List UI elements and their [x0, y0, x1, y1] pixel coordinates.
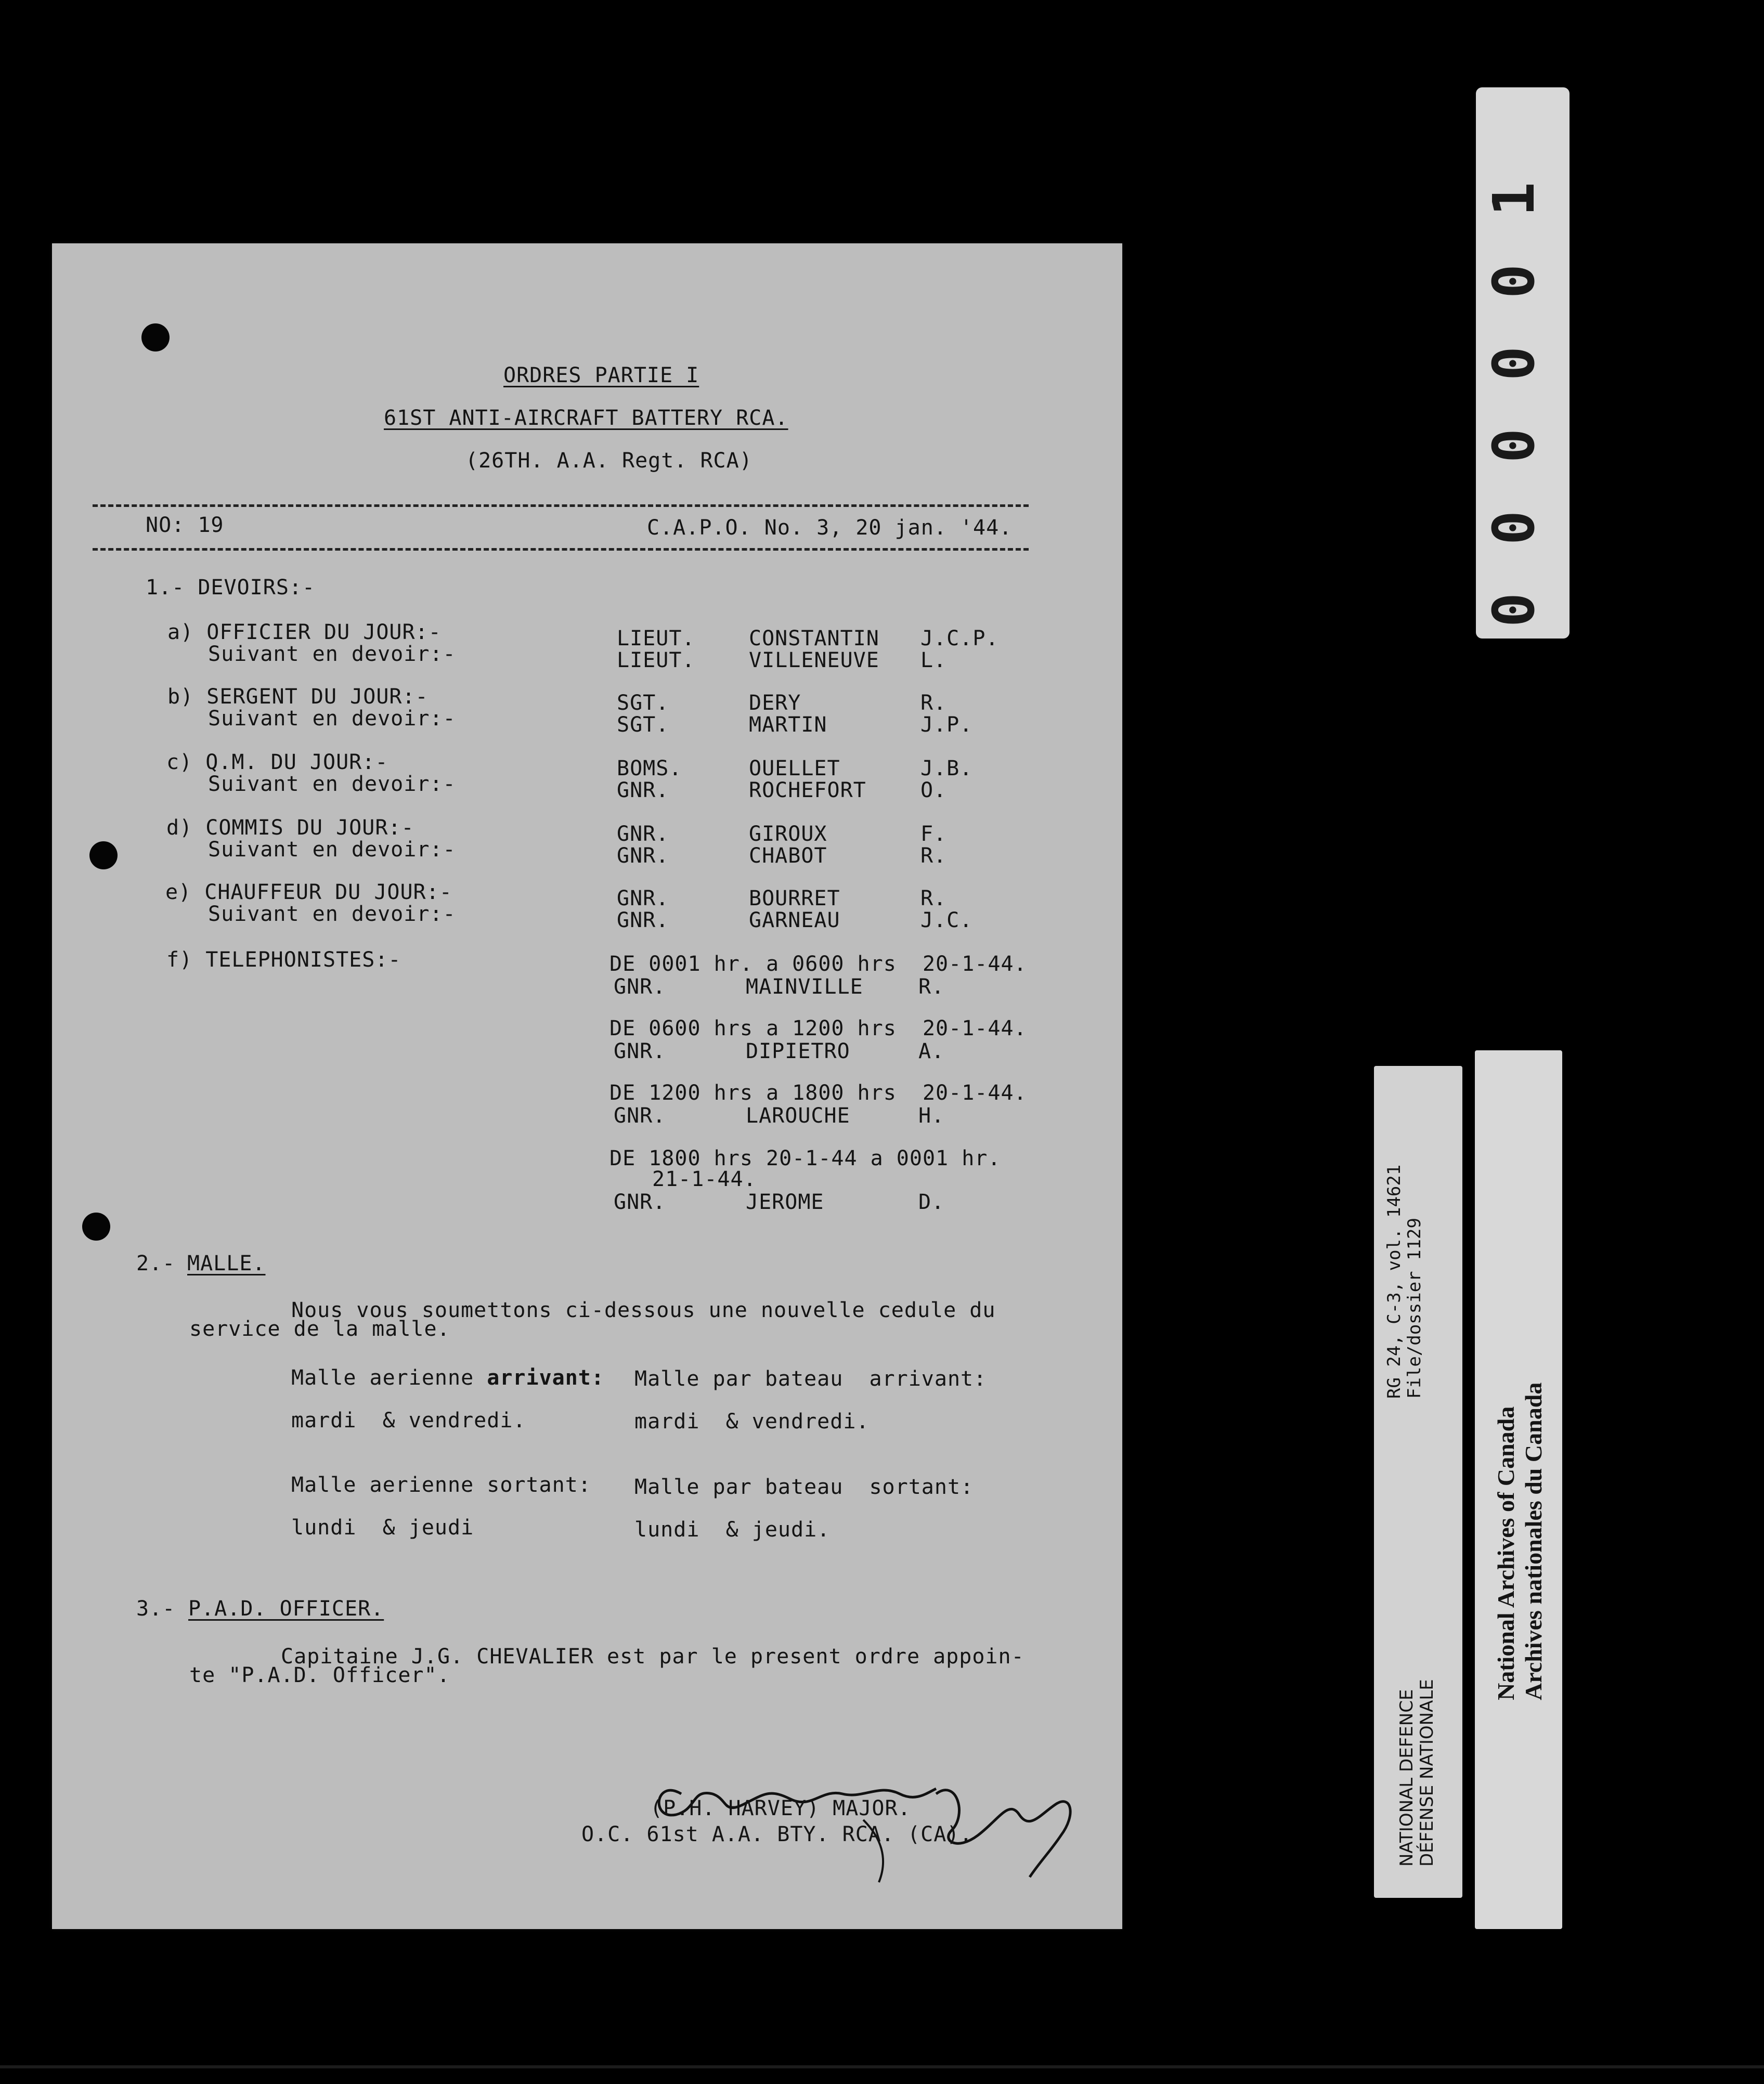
duty-next-label: Suivant en devoir:-: [208, 642, 456, 666]
shift-name: LAROUCHE: [746, 1104, 850, 1128]
duty-initials: J.B.: [920, 757, 973, 780]
sea-mail-arriving: Malle par bateau arrivant:: [634, 1367, 987, 1391]
duty-next-initials: R.: [920, 844, 947, 868]
shift-name: DIPIETRO: [746, 1039, 850, 1063]
punch-hole: [89, 841, 118, 869]
duty-next-name: ROCHEFORT: [749, 778, 866, 802]
shift-rank: GNR.: [614, 975, 666, 999]
duty-next-rank: LIEUT.: [617, 648, 695, 672]
national-defence-label: [1374, 1066, 1462, 1898]
shift-time: DE 1200 hrs a 1800 hrs 20-1-44.: [609, 1081, 1027, 1105]
archives-text: National Archives of Canada Archives nationales du Canada: [1493, 1382, 1547, 1700]
frame-digit: 0: [1481, 510, 1548, 545]
header-title: ORDRES PARTIE I: [503, 363, 699, 387]
duty-next-name: CHABOT: [749, 844, 827, 868]
duty-initials: R.: [920, 887, 947, 910]
signatory-title: O.C. 61st A.A. BTY. RCA. (CA).: [581, 1822, 973, 1846]
duty-next-initials: O.: [920, 778, 947, 802]
divider: [93, 548, 1029, 551]
duty-name: GIROUX: [749, 822, 827, 846]
shift-initials: R.: [918, 975, 945, 999]
sea-mail-departing-days: lundi & jeudi.: [634, 1518, 831, 1542]
duty-next-label: Suivant en devoir:-: [208, 772, 456, 796]
bottom-edge-line: [0, 2065, 1764, 2068]
shift-name: JEROME: [746, 1190, 824, 1214]
duty-name: CONSTANTIN: [749, 627, 879, 650]
duty-next-rank: GNR.: [617, 844, 669, 868]
duty-initials: R.: [920, 691, 947, 715]
section-3-number: 3.-: [136, 1597, 176, 1621]
header-regiment: (26TH. A.A. Regt. RCA): [465, 449, 753, 473]
shift-initials: H.: [918, 1104, 945, 1128]
mail-paragraph-line1: Nous vous soumettons ci-dessous une nouvelle cedule du: [291, 1298, 996, 1322]
duty-label: d) COMMIS DU JOUR:-: [166, 816, 414, 840]
header-unit: 61ST ANTI-AIRCRAFT BATTERY RCA.: [384, 406, 788, 430]
shift-time: DE 0001 hr. a 0600 hrs 20-1-44.: [609, 952, 1027, 976]
sea-mail-arriving-days: mardi & vendredi.: [634, 1410, 870, 1434]
duty-name: BOURRET: [749, 887, 840, 910]
shift-name: MAINVILLE: [746, 975, 863, 999]
national-defence-text: NATIONAL DEFENCE DÉFENSE NATIONALE: [1396, 1679, 1438, 1867]
frame-digit: 0: [1481, 428, 1548, 463]
duty-next-initials: J.P.: [920, 713, 973, 737]
telephonistes-label: f) TELEPHONISTES:-: [166, 948, 401, 972]
signatory-name: (P.H. HARVEY) MAJOR.: [650, 1796, 911, 1820]
shift-rank: GNR.: [614, 1039, 666, 1063]
duty-next-rank: GNR.: [617, 908, 669, 932]
duty-next-name: GARNEAU: [749, 908, 840, 932]
shift-time: DE 0600 hrs a 1200 hrs 20-1-44.: [609, 1017, 1027, 1040]
pad-paragraph-line1: Capitaine J.G. CHEVALIER est par le present ordre appoin-: [281, 1645, 1024, 1669]
duty-rank: BOMS.: [617, 757, 682, 780]
mail-paragraph-line2: service de la malle.: [189, 1317, 450, 1341]
frame-digit: 1: [1481, 181, 1548, 217]
air-mail-departing-days: lundi & jeudi: [291, 1516, 474, 1540]
shift-initials: A.: [918, 1039, 945, 1063]
punch-hole: [82, 1213, 110, 1241]
frame-digit: 0: [1481, 592, 1548, 628]
duty-next-label: Suivant en devoir:-: [208, 707, 456, 731]
shift-initials: D.: [918, 1190, 945, 1214]
air-mail-departing: Malle aerienne sortant:: [291, 1473, 591, 1497]
duty-next-name: VILLENEUVE: [749, 648, 879, 672]
duty-next-label: Suivant en devoir:-: [208, 838, 456, 862]
duty-next-label: Suivant en devoir:-: [208, 902, 456, 926]
duty-next-name: MARTIN: [749, 713, 827, 737]
shift-rank: GNR.: [614, 1104, 666, 1128]
duty-initials: J.C.P.: [920, 627, 999, 650]
duty-rank: SGT.: [617, 691, 669, 715]
duty-initials: F.: [920, 822, 947, 846]
frame-number-strip: [1476, 87, 1570, 639]
duty-next-rank: GNR.: [617, 778, 669, 802]
duty-label: e) CHAUFFEUR DU JOUR:-: [165, 880, 452, 904]
order-number: NO: 19: [146, 513, 224, 537]
duty-next-initials: L.: [920, 648, 947, 672]
shift-time-continued: 21-1-44.: [652, 1167, 757, 1191]
duty-label: c) Q.M. DU JOUR:-: [166, 750, 388, 774]
air-mail-arriving: Malle aerienne arrivant:: [291, 1366, 604, 1390]
duty-rank: LIEUT.: [617, 627, 695, 650]
sea-mail-departing: Malle par bateau sortant:: [634, 1475, 974, 1499]
frame-digit: 0: [1481, 264, 1548, 299]
section-2-number: 2.-: [136, 1252, 176, 1275]
duty-label: b) SERGENT DU JOUR:-: [167, 685, 429, 709]
pad-paragraph-line2: te "P.A.D. Officer".: [189, 1663, 450, 1687]
section-1-title: 1.- DEVOIRS:-: [146, 576, 316, 600]
archives-label: [1475, 1050, 1562, 1929]
punch-hole: [141, 323, 170, 351]
air-mail-arriving-days: mardi & vendredi.: [291, 1409, 526, 1432]
shift-rank: GNR.: [614, 1190, 666, 1214]
duty-next-initials: J.C.: [920, 908, 973, 932]
section-3-title: P.A.D. OFFICER.: [188, 1597, 384, 1621]
frame-digit: 0: [1481, 346, 1548, 381]
place-date: C.A.P.O. No. 3, 20 jan. '44.: [647, 516, 1013, 540]
duty-name: DERY: [749, 691, 801, 715]
section-2-title: MALLE.: [187, 1252, 266, 1275]
duty-rank: GNR.: [617, 887, 669, 910]
duty-rank: GNR.: [617, 822, 669, 846]
file-reference: RG 24, C-3, vol. 14621 File/dossier 1129: [1384, 1164, 1425, 1399]
shift-time: DE 1800 hrs 20-1-44 a 0001 hr.: [609, 1147, 1001, 1170]
duty-next-rank: SGT.: [617, 713, 669, 737]
duty-name: OUELLET: [749, 757, 840, 780]
divider: [93, 504, 1029, 507]
duty-label: a) OFFICIER DU JOUR:-: [167, 620, 442, 644]
